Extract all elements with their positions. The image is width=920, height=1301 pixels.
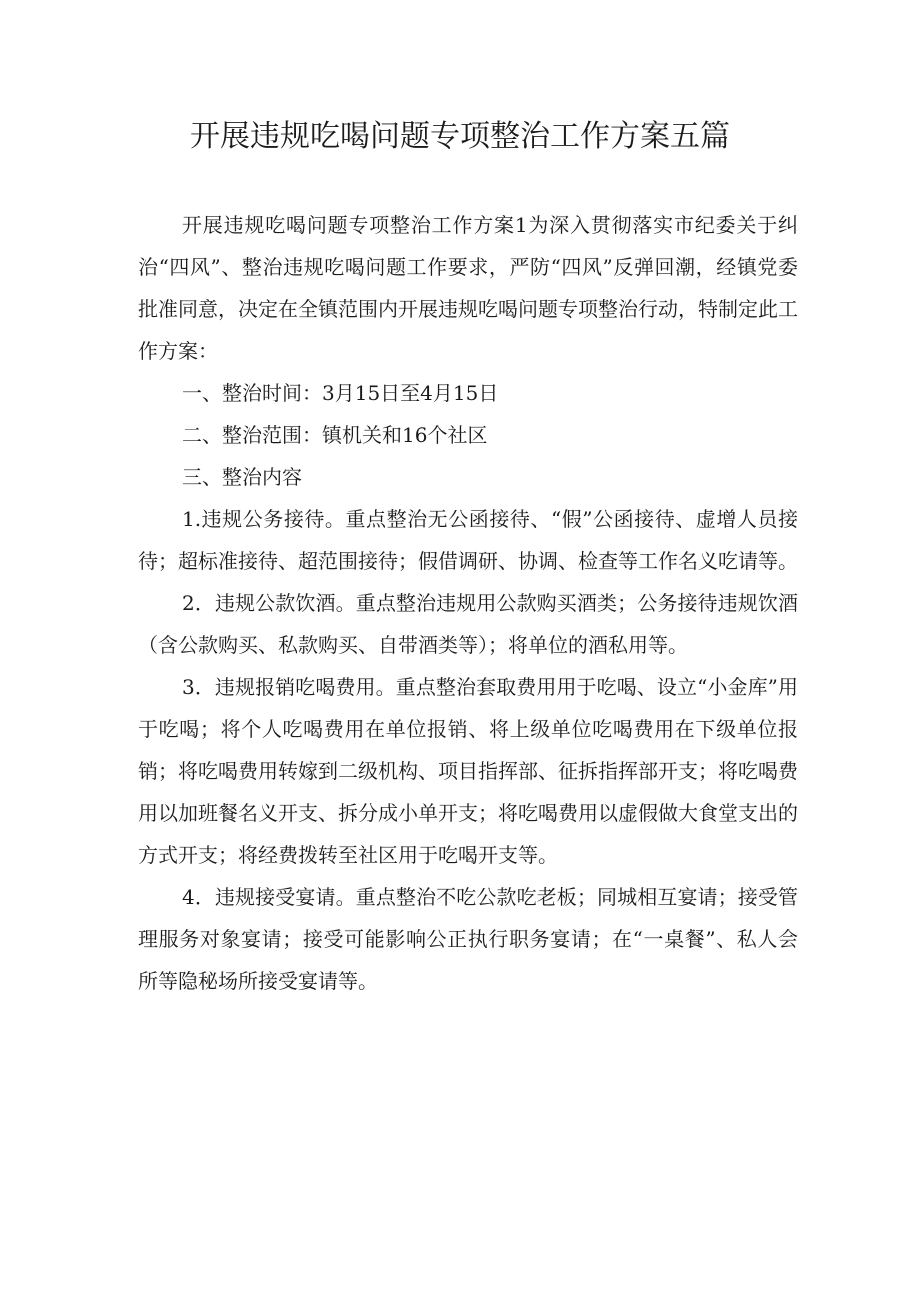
paragraph-item-1: 1.违规公务接待。重点整治无公函接待、“假”公函接待、虚增人员接待；超标准接待、超范围接待；假借调研、协调、检查等工作名义吃请等。 bbox=[138, 507, 798, 573]
paragraph-item-3: 3．违规报销吃喝费用。重点整治套取费用用于吃喝、设立“小金库”用于吃喝；将个人吃喝费用在单位报销、将上级单位吃喝费用在下级单位报销；将吃喝费用转嫁到二级机构、项目指挥部、征拆指挥部开支；将吃喝费用以加班餐名义开支、拆分成小单开支；将吃喝费用以虚假做大食堂支出的方式开支；将经费拨转至社区用于吃喝开支等。 bbox=[138, 675, 798, 867]
paragraph-item-4: 4．违规接受宴请。重点整治不吃公款吃老板；同城相互宴请；接受管理服务对象宴请；接受可能影响公正执行职务宴请；在“一桌餐”、私人会所等隐秘场所接受宴请等。 bbox=[138, 885, 798, 993]
paragraph-section-scope: 二、整治范围：镇机关和16个社区 bbox=[182, 423, 488, 447]
paragraph-section-content: 三、整治内容 bbox=[182, 465, 302, 489]
document-title: 开展违规吃喝问题专项整治工作方案五篇 bbox=[190, 119, 730, 154]
document-body bbox=[138, 204, 798, 1002]
paragraph-section-time: 一、整治时间：3月15日至4月15日 bbox=[182, 381, 499, 405]
paragraph-intro: 开展违规吃喝问题专项整治工作方案1为深入贯彻落实市纪委关于纠治“四风”、整治违规吃喝问题工作要求，严防“四风”反弹回潮，经镇党委批准同意，决定在全镇范围内开展违规吃喝问题专项整治行动，特制定此工作方案： bbox=[138, 213, 798, 363]
paragraph-item-2: 2．违规公款饮酒。重点整治违规用公款购买酒类；公务接待违规饮酒（含公款购买、私款购买、自带酒类等）；将单位的酒私用等。 bbox=[138, 591, 798, 657]
